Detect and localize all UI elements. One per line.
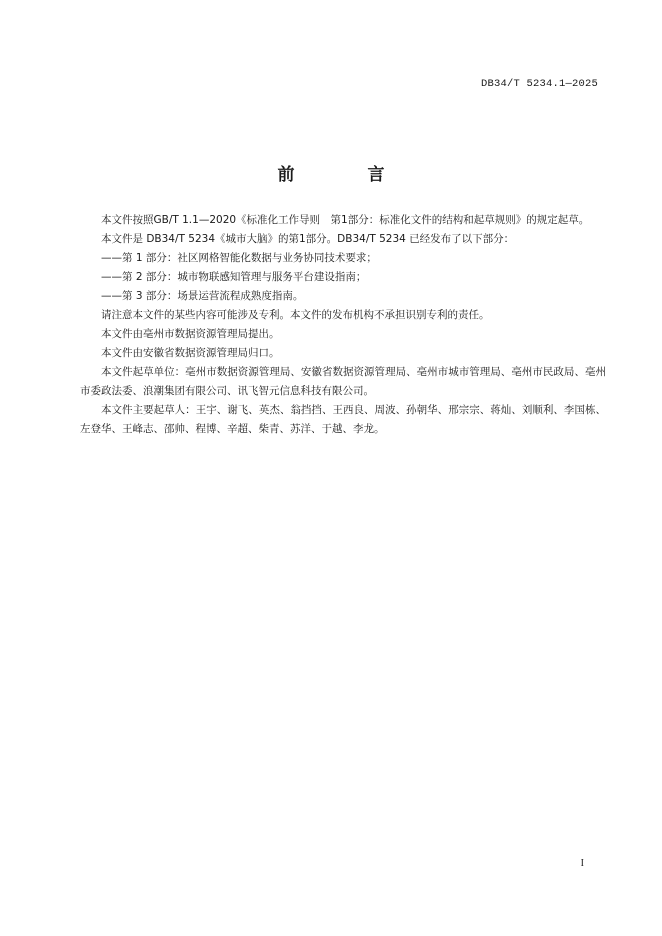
page-title: 前 言 (277, 165, 413, 185)
paragraph-drafting-rules: 本文件按照GB/T 1.1—2020《标准化工作导则 第1部分：标准化文件的结构和起草规则》的规定起草。 (101, 214, 590, 226)
standard-code: DB34/T 5234.1—2025 (480, 78, 598, 90)
page-number: I (580, 858, 584, 869)
paragraph-drafting-units: 本文件起草单位：亳州市数据资源管理局、安徽省数据资源管理局、亳州市城市管理局、亳州市民政局、亳州市委政法委、浪潮集团有限公司、讯飞智元信息科技有限公司。 (80, 366, 606, 397)
list-item-part-3: ——第 3 部分：场景运营流程成熟度指南。 (101, 290, 304, 302)
paragraph-main-drafters: 本文件主要起草人：王宇、谢飞、英杰、翁挡挡、王西良、周波、孙朝华、邢宗宗、蒋灿、刘顺利、李国栋、左登华、王峰志、邵帅、程博、辛超、柴青、苏洋、于越、李龙。 (80, 404, 606, 435)
paragraph-patent-notice: 请注意本文件的某些内容可能涉及专利。本文件的发布机构不承担识别专利的责任。 (101, 309, 490, 321)
paragraph-managed-by: 本文件由安徽省数据资源管理局归口。 (101, 347, 280, 359)
list-item-part-2: ——第 2 部分：城市物联感知管理与服务平台建设指南； (101, 271, 367, 283)
preface-body (80, 211, 606, 439)
paragraph-proposed-by: 本文件由亳州市数据资源管理局提出。 (101, 328, 280, 340)
paragraph-part-overview: 本文件是 DB34/T 5234《城市大脑》的第1部分。DB34/T 5234 已经发布了以下部分： (101, 233, 515, 245)
list-item-part-1: ——第 1 部分：社区网格智能化数据与业务协同技术要求； (101, 252, 377, 264)
